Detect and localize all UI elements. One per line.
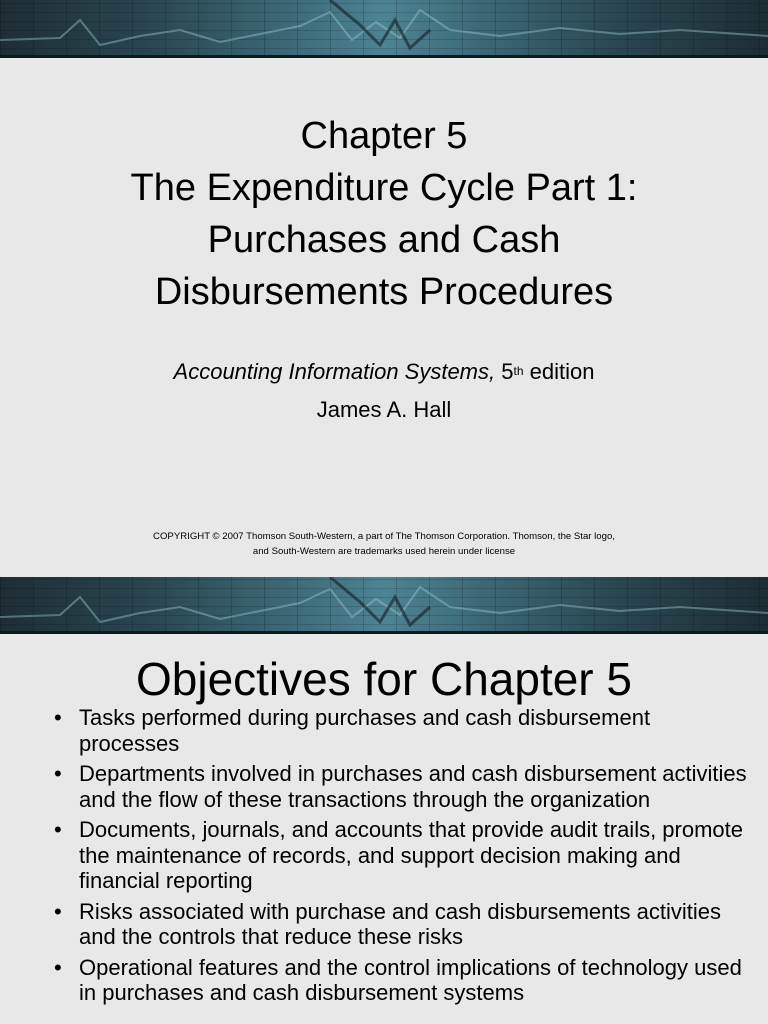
book-subtitle — [40, 358, 728, 389]
objective-text: Operational features and the control implications of technology used in purchases and cash disbursement systems — [79, 954, 742, 1005]
title-line: Chapter 5 — [300, 115, 468, 157]
list-item — [50, 955, 750, 1006]
objectives-list — [50, 705, 750, 1011]
title-line: The Expenditure Cycle Part 1: — [130, 167, 638, 209]
objective-text: Tasks performed during purchases and cash disbursement processes — [79, 705, 651, 756]
header-banner — [0, 577, 768, 634]
slide-title: Objectives for Chapter 5 — [135, 653, 632, 705]
edition-suffix: th — [513, 364, 524, 378]
chart-graphic-decoration — [0, 0, 768, 58]
bullet: • — [54, 761, 62, 786]
book-title: Accounting Information Systems, — [173, 359, 496, 384]
edition-word: edition — [523, 359, 595, 384]
list-item — [50, 761, 750, 812]
title-line: Disbursements Procedures — [154, 271, 614, 313]
list-item — [50, 817, 750, 894]
author-name: James A. Hall — [316, 397, 452, 422]
slide-title — [40, 110, 728, 318]
bullet: • — [54, 954, 62, 980]
list-item — [50, 705, 750, 756]
copyright-line: and South-Western are trademarks used herein under license — [252, 546, 516, 557]
chart-graphic-decoration — [0, 577, 768, 634]
copyright-notice — [60, 529, 708, 559]
objective-text: Departments involved in purchases and cash disbursement activities and the flow of these transactions through the organization — [79, 761, 747, 812]
objective-text: Risks associated with purchase and cash disbursements activities and the controls that reduce these risks — [79, 898, 721, 949]
bullet: • — [54, 817, 62, 842]
header-banner — [0, 0, 768, 58]
bullet: • — [54, 898, 62, 924]
list-item — [50, 899, 750, 950]
edition-number: 5 — [495, 359, 514, 384]
copyright-line: COPYRIGHT © 2007 Thomson South-Western, a part of The Thomson Corporation. Thomson, the Star logo, — [153, 531, 615, 542]
objectives-slide — [0, 577, 768, 1024]
title-line: Purchases and Cash — [207, 219, 561, 261]
objective-text: Documents, journals, and accounts that provide audit trails, promote the maintenance of records, and support decision making and financial reporting — [79, 817, 744, 893]
bullet: • — [54, 705, 62, 730]
